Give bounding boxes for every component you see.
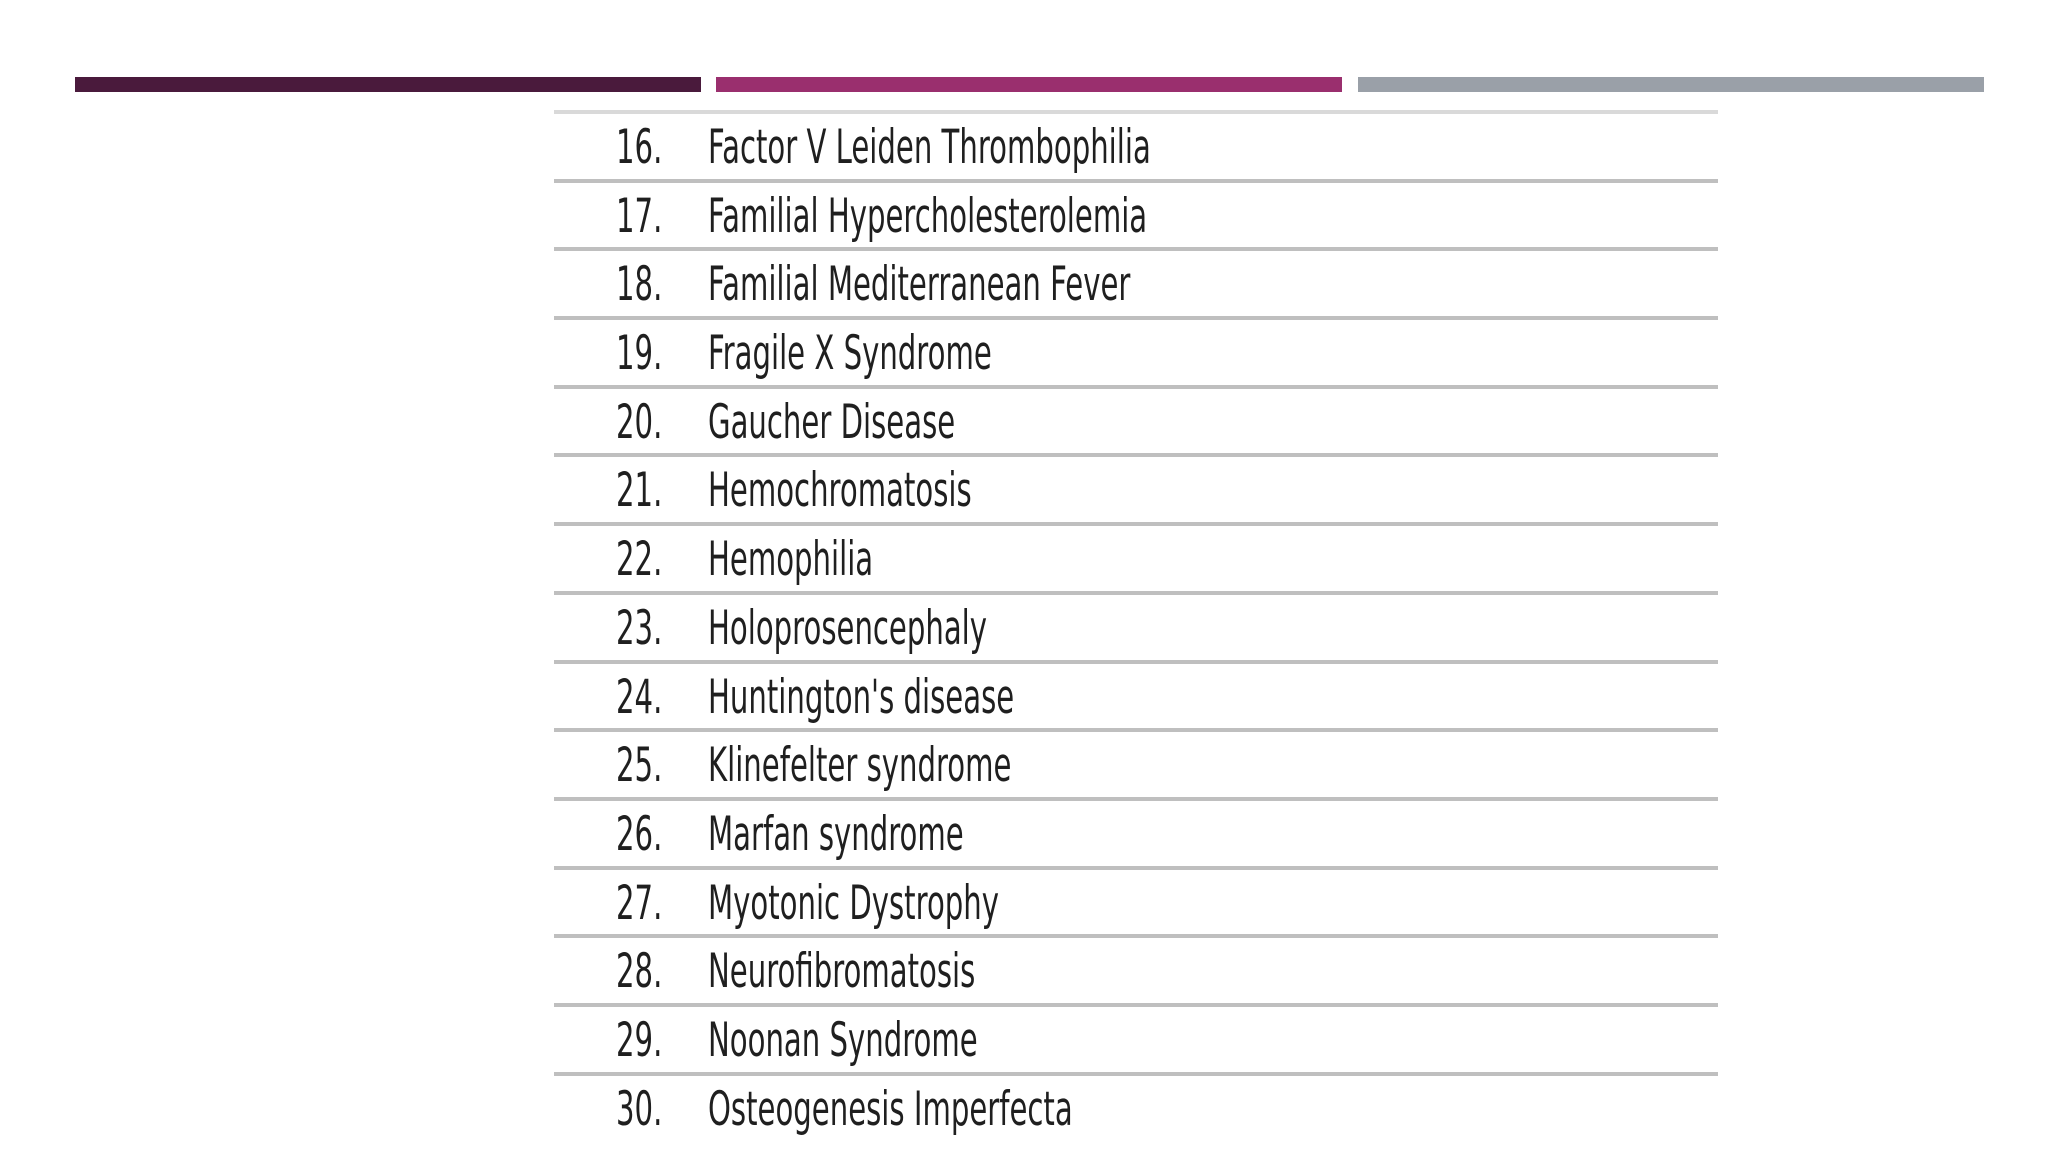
disease-list (554, 110, 1718, 1140)
item-number: 28. (616, 944, 663, 1000)
item-label: Hemochromatosis (708, 463, 972, 519)
accent-bar-gray (1358, 77, 1984, 92)
list-item (554, 660, 1718, 729)
item-number: 26. (616, 806, 663, 862)
item-number: 17. (616, 188, 663, 244)
list-item (554, 385, 1718, 454)
item-label: Familial Mediterranean Fever (708, 257, 1131, 313)
accent-bar-magenta (716, 77, 1342, 92)
list-item (554, 522, 1718, 591)
item-number: 27. (616, 875, 663, 931)
list-item (554, 728, 1718, 797)
item-label: Huntington's disease (708, 669, 1015, 725)
item-label: Marfan syndrome (708, 806, 964, 862)
item-label: Gaucher Disease (708, 394, 956, 450)
item-number: 19. (616, 326, 663, 382)
list-item (554, 453, 1718, 522)
list-item (554, 179, 1718, 248)
item-number: 24. (616, 669, 663, 725)
list-item (554, 110, 1718, 179)
item-label: Neurofibromatosis (708, 944, 976, 1000)
item-number: 22. (616, 532, 663, 588)
list-item (554, 591, 1718, 660)
item-label: Hemophilia (708, 532, 874, 588)
item-number: 21. (616, 463, 663, 519)
item-number: 18. (616, 257, 663, 313)
item-number: 29. (616, 1012, 663, 1068)
list-item (554, 1072, 1718, 1141)
item-number: 25. (616, 738, 663, 794)
item-label: Fragile X Syndrome (708, 326, 992, 382)
item-number: 30. (616, 1081, 663, 1137)
item-label: Noonan Syndrome (708, 1012, 978, 1068)
item-number: 20. (616, 394, 663, 450)
item-label: Familial Hypercholesterolemia (708, 188, 1148, 244)
item-label: Osteogenesis Imperfecta (708, 1081, 1073, 1137)
item-number: 23. (616, 600, 663, 656)
item-label: Holoprosencephaly (708, 600, 988, 656)
list-item (554, 866, 1718, 935)
item-number: 16. (616, 120, 663, 175)
accent-bar-dark-plum (75, 77, 701, 92)
list-item (554, 1003, 1718, 1072)
list-item (554, 316, 1718, 385)
list-item (554, 247, 1718, 316)
list-item (554, 797, 1718, 866)
item-label: Klinefelter syndrome (708, 738, 1012, 794)
item-label: Factor V Leiden Thrombophilia (708, 120, 1151, 175)
list-item (554, 934, 1718, 1003)
item-label: Myotonic Dystrophy (708, 875, 999, 931)
